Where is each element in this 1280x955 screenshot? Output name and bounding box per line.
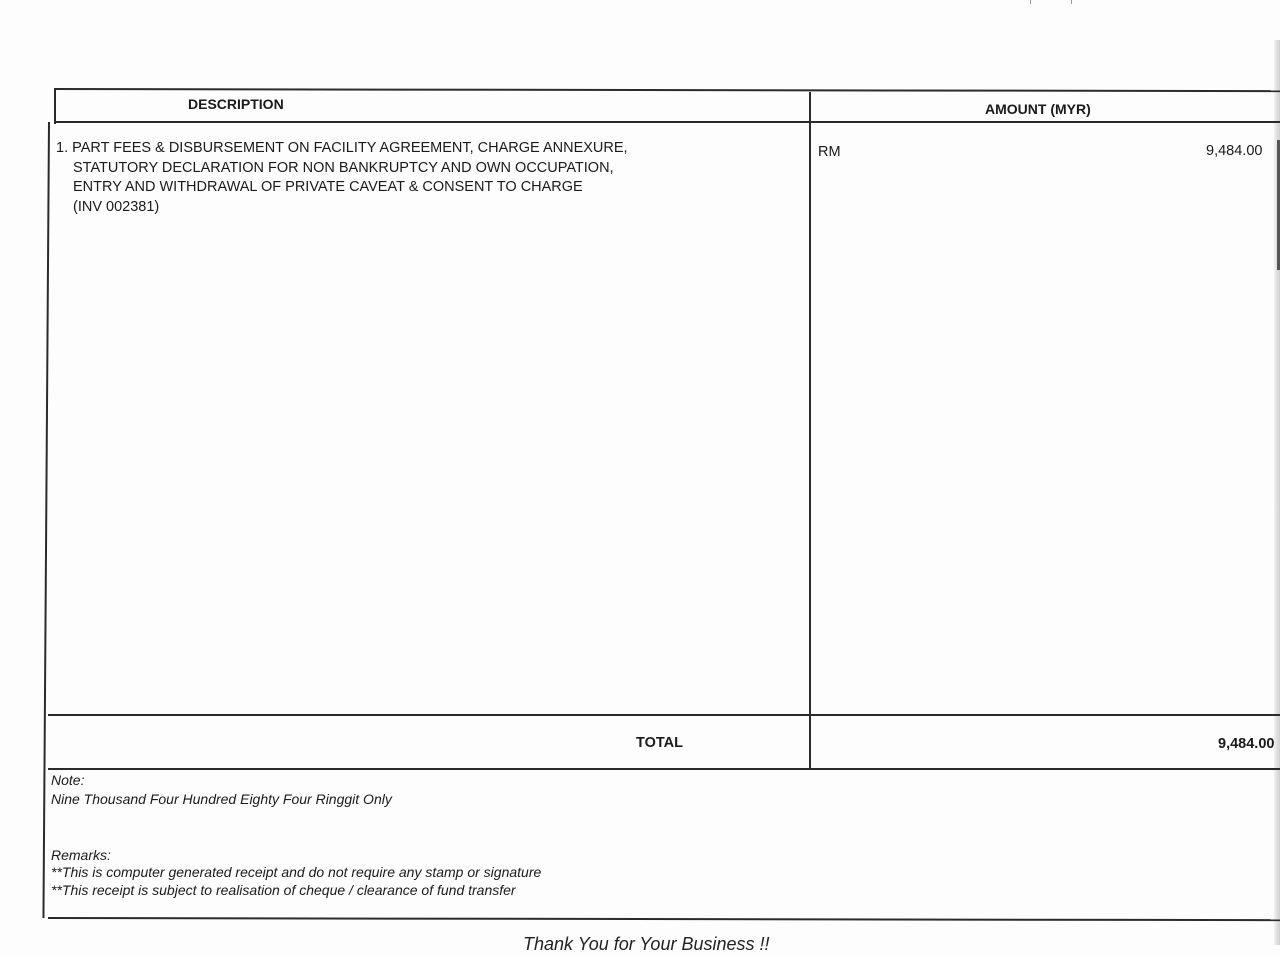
line-item-line-3: ENTRY AND WITHDRAWAL OF PRIVATE CAVEAT & CONSENT TO CHARGE bbox=[73, 179, 583, 195]
total-label: TOTAL bbox=[636, 735, 683, 751]
line-item-line-1: 1. PART FEES & DISBURSEMENT ON FACILITY AGREEMENT, CHARGE ANNEXURE, bbox=[56, 140, 628, 156]
note-label: Note: bbox=[51, 772, 85, 788]
table-top-border bbox=[54, 88, 1280, 92]
total-bottom-border bbox=[48, 768, 1280, 770]
total-amount: 9,484.00 bbox=[1218, 736, 1275, 752]
line-item-amount: 9,484.00 bbox=[1206, 143, 1263, 159]
line-item-number: 1. bbox=[56, 140, 69, 156]
page-top-mark bbox=[1030, 0, 1072, 4]
note-text: Nine Thousand Four Hundred Eighty Four Ringgit Only bbox=[51, 791, 392, 807]
line-item-currency: RM bbox=[818, 144, 841, 160]
line-item-line-4: (INV 002381) bbox=[73, 198, 160, 215]
remarks-line-1: **This is computer generated receipt and do not require any stamp or signature bbox=[51, 864, 542, 880]
table-left-border bbox=[54, 88, 56, 124]
remarks-line-2: **This receipt is subject to realisation of cheque / clearance of fund transfer bbox=[51, 882, 516, 898]
amount-header: AMOUNT (MYR) bbox=[985, 101, 1091, 117]
description-header: DESCRIPTION bbox=[188, 96, 284, 112]
thank-you-footer: Thank You for Your Business !! bbox=[523, 934, 770, 954]
header-bottom-border bbox=[54, 121, 1280, 123]
remarks-label: Remarks: bbox=[51, 847, 111, 863]
total-top-border bbox=[48, 714, 1280, 716]
line-item-line-2: STATUTORY DECLARATION FOR NON BANKRUPTCY AND OWN OCCUPATION, bbox=[73, 159, 614, 176]
line-item-description bbox=[56, 139, 628, 217]
table-bottom-border bbox=[48, 917, 1280, 921]
column-divider bbox=[809, 92, 811, 770]
body-left-border bbox=[42, 122, 49, 918]
